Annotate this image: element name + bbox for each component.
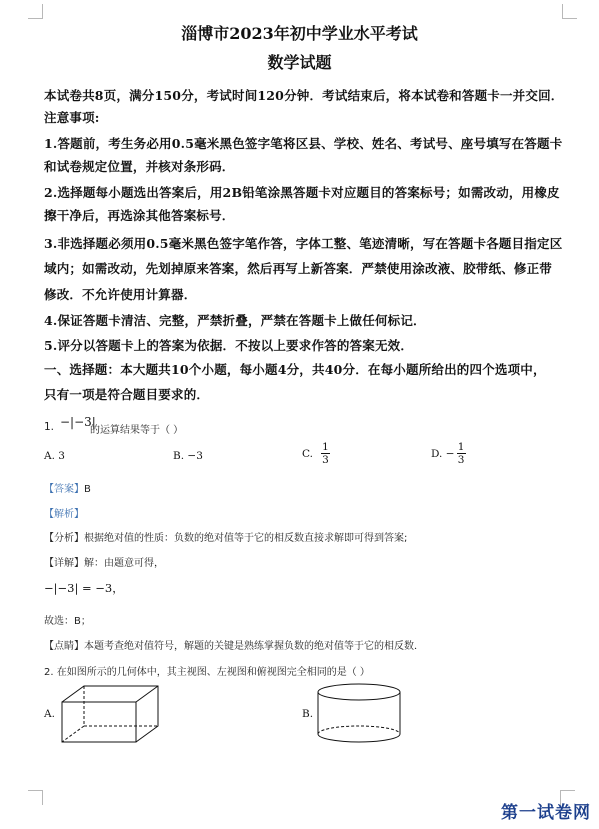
fenxi-tag: 【分析】: [44, 533, 84, 544]
q1-expression: −|−3|: [60, 415, 96, 429]
q1-dianjing: 本题考查绝对值符号，解题的关键是熟练掌握负数的绝对值等于它的相反数．: [84, 641, 424, 652]
q2-option-a-label: A.: [44, 708, 55, 720]
crop-mark-top-left: [28, 4, 43, 19]
crop-mark-top-right: [562, 4, 577, 19]
q1-answer-row: [44, 480, 91, 495]
notice-item-2-line-1: 2.选择题每小题选出答案后，用2B铅笔涂黑答题卡对应题目的答案标号；如需改动，用橡皮: [44, 185, 560, 200]
q1-option-a: A. 3: [44, 450, 65, 462]
q1-option-c-denominator: 3: [322, 454, 329, 466]
q1-option-d-denominator: 3: [457, 454, 465, 466]
q1-choose: 故选：B；: [44, 616, 91, 627]
q2-option-b-label: B.: [302, 708, 314, 720]
notice-item-3-line-3: 修改．不允许使用计算器．: [44, 287, 197, 302]
notice-item-3-line-2: 域内；如需改动，先划掉原来答案，然后再写上新答案．严禁使用涂改液、胶带纸、修正带: [44, 261, 553, 276]
q2-number: 2.: [44, 667, 54, 678]
section-1-line-1: 一、选择题：本大题共10个小题，每小题4分，共40分．在每小题所给出的四个选项中，: [44, 362, 546, 377]
q1-option-d-label: D. −: [431, 447, 455, 460]
notice-item-1-line-2: 和试卷规定位置，并核对条形码．: [44, 159, 235, 174]
q1-option-c: [302, 441, 330, 466]
q1-number: 1.: [44, 421, 55, 433]
q1-fenxi: 根据绝对值的性质：负数的绝对值等于它的相反数直接求解即可得到答案;: [84, 533, 408, 544]
notice-item-5: 5.评分以答题卡上的答案为依据．不按以上要求作答的答案无效．: [44, 338, 414, 353]
notice-item-4: 4.保证答题卡清洁、完整，严禁折叠，严禁在答题卡上做任何标记．: [44, 313, 426, 328]
section-1-line-2: 只有一项是符合题目要求的．: [44, 387, 210, 402]
exam-title: 淄博市2023年初中学业水平考试: [181, 24, 418, 43]
q1-xiangjie-row: [44, 554, 164, 569]
dianjing-tag: 【点睛】: [44, 641, 84, 652]
site-watermark-logo: 第一试卷网: [501, 803, 591, 823]
notice-item-1-line-1: 1.答题前，考生务必用0.5毫米黑色签字笔将区县、学校、姓名、考试号、座号填写在答题卡: [44, 136, 563, 151]
cylinder-figure: [316, 682, 402, 746]
q2-stem: 在如图所示的几何体中，其主视图、左视图和俯视图完全相同的是（ ）: [56, 667, 370, 678]
q1-dianjing-row: [44, 637, 424, 652]
xiangjie-tag: 【详解】: [44, 558, 84, 569]
q1-option-c-fraction: [321, 441, 330, 466]
q1-option-c-numerator: 1: [322, 441, 329, 453]
q1-option-c-label: C.: [302, 447, 313, 460]
notice-item-2-line-2: 擦干净后，再选涂其他答案标号．: [44, 208, 235, 223]
q1-xiangjie: 解：由题意可得，: [84, 558, 164, 569]
q1-option-d: [431, 441, 466, 466]
q1-answer: B: [84, 484, 91, 495]
notice-heading: 注意事项:: [44, 110, 100, 125]
exam-intro: 本试卷共8页，满分150分，考试时间120分钟．考试结束后，将本试卷和答题卡一并交回．: [44, 88, 564, 103]
q1-option-b: B. −3: [173, 450, 203, 462]
q2-stem-row: [44, 663, 370, 678]
analysis-tag: 【解析】: [44, 509, 84, 520]
q1-stem: 的运算结果等于（ ）: [90, 425, 184, 436]
q1-option-d-numerator: 1: [457, 441, 465, 453]
q1-fenxi-row: [44, 529, 407, 544]
exam-subtitle: 数学试题: [267, 53, 332, 72]
answer-tag: 【答案】: [44, 484, 84, 495]
cuboid-figure: [60, 684, 160, 744]
crop-mark-bottom-left: [28, 790, 43, 805]
notice-item-3-line-1: 3.非选择题必须用0.5毫米黑色签字笔作答，字体工整、笔迹清晰，写在答题卡各题目指定区: [44, 236, 563, 251]
q1-option-d-fraction: [457, 441, 466, 466]
q1-equation: −|−3| = −3，: [44, 581, 124, 595]
